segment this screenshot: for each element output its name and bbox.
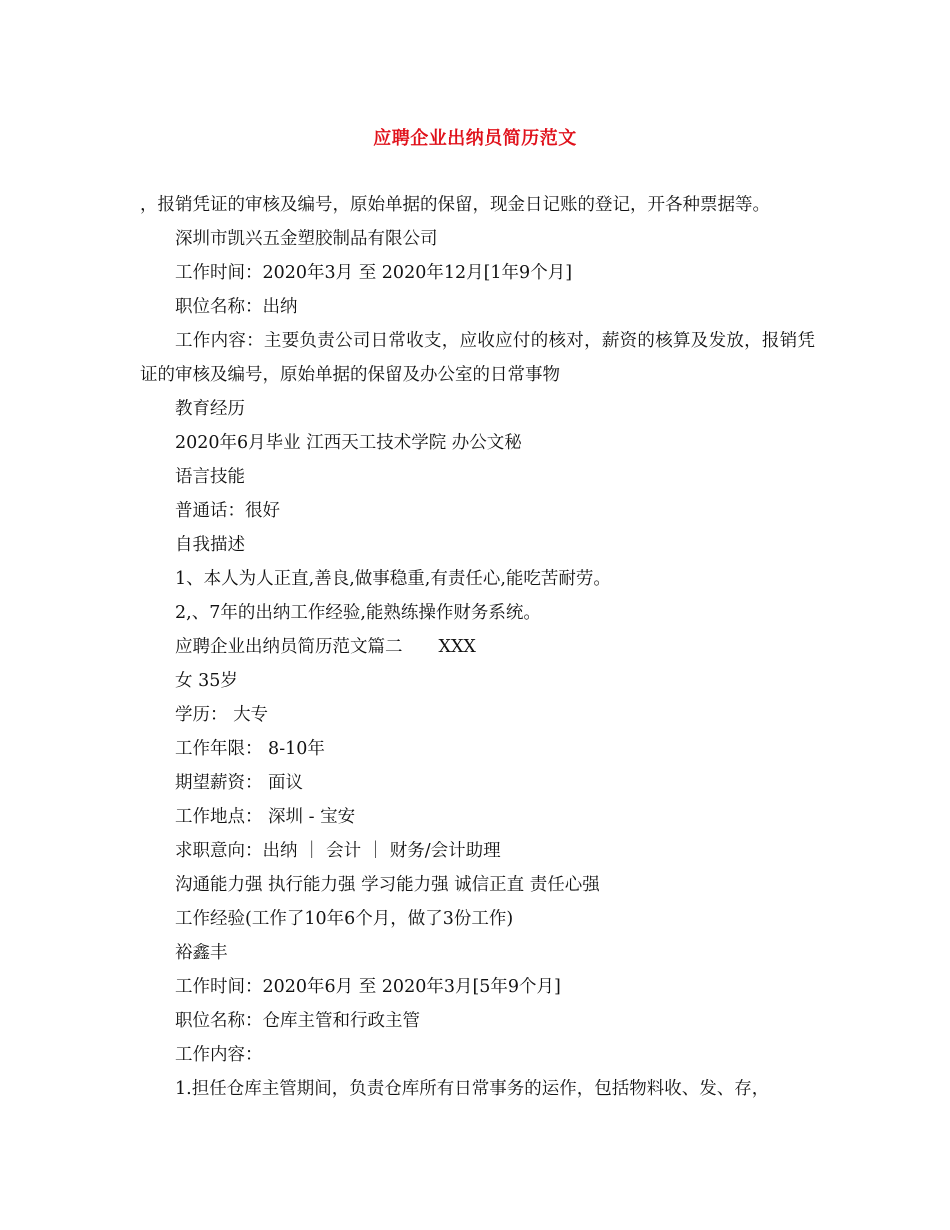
candidate-name: XXX [438,637,476,657]
paragraph-salary: 期望薪资： 面议 [175,773,304,793]
paragraph-work-years: 工作年限： 8-10年 [175,739,325,759]
paragraph-education: 2020年6月毕业 江西天工技术学院 办公文秘 [175,433,522,453]
paragraph-location: 工作地点： 深圳 - 宝安 [175,807,356,827]
paragraph-job-intention: 求职意向：出纳 ｜ 会计 ｜ 财务/会计助理 [175,841,501,861]
paragraph-position: 职位名称：出纳 [175,297,298,317]
paragraph-duty-1: 1.担任仓库主管期间，负责仓库所有日常事务的运作，包括物料收、发、存， [175,1079,770,1099]
document-title: 应聘企业出纳员简历范文 [373,128,577,149]
paragraph-experience-summary: 工作经验(工作了10年6个月，做了3份工作) [175,909,514,929]
paragraph-continuation: ，报销凭证的审核及编号，原始单据的保留，现金日记账的登记，开各种票据等。 [140,195,770,215]
part-two-title: 应聘企业出纳员简历范文篇二 [175,637,403,657]
paragraph-work-content: 工作内容：主要负责公司日常收支，应收应付的核对，薪资的核算及发放，报销凭证的审核及编号，原始单据的保留及办公室的日常事物 [140,331,815,385]
paragraph-language: 普通话：很好 [175,501,280,521]
heading-self-description: 自我描述 [175,535,245,555]
paragraph-work-content-label: 工作内容： [175,1045,263,1065]
paragraph-company: 深圳市凯兴五金塑胶制品有限公司 [175,229,438,249]
paragraph-work-time-2: 工作时间：2020年6月 至 2020年3月[5年9个月] [175,977,561,997]
heading-education: 教育经历 [175,399,245,419]
paragraph-education-level: 学历： 大专 [175,705,269,725]
paragraph-self-1: 1、本人为人正直,善良,做事稳重,有责任心,能吃苦耐劳。 [175,569,611,589]
heading-language: 语言技能 [175,467,245,487]
paragraph-work-time: 工作时间：2020年3月 至 2020年12月[1年9个月] [175,263,573,283]
document-body [140,188,815,1106]
paragraph-strengths: 沟通能力强 执行能力强 学习能力强 诚信正直 责任心强 [175,875,600,895]
paragraph-self-2: 2,、7年的出纳工作经验,能熟练操作财务系统。 [175,603,541,623]
paragraph-company-2: 裕鑫丰 [175,943,228,963]
paragraph-position-2: 职位名称：仓库主管和行政主管 [175,1011,420,1031]
paragraph-gender-age: 女 35岁 [175,671,238,691]
heading-part-two [140,630,815,664]
